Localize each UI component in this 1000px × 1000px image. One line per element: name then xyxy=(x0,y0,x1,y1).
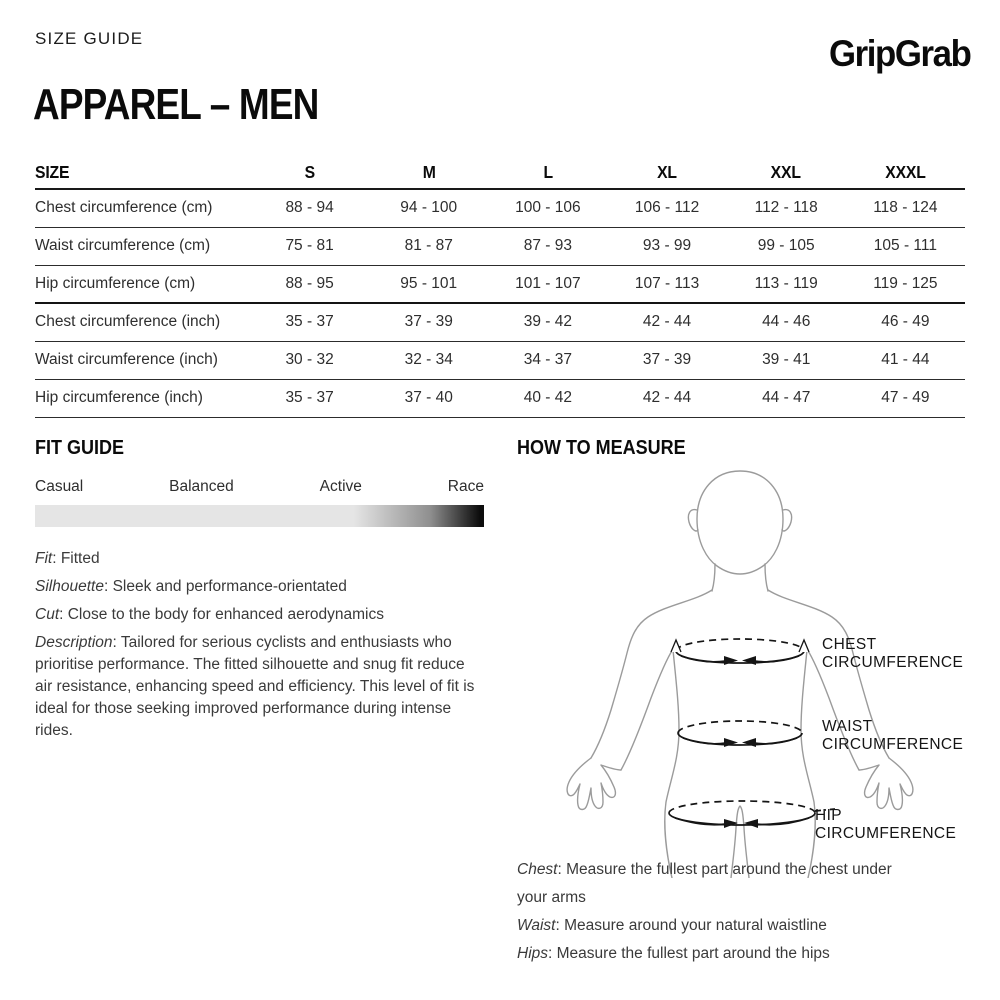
col-header-size: SIZE xyxy=(35,156,250,189)
fit-guide-section xyxy=(35,437,484,748)
size-guide-label: SIZE GUIDE xyxy=(35,29,144,48)
fit-scale-active: Active xyxy=(319,478,362,495)
left-shoulder-arm xyxy=(591,590,712,758)
row-label: Chest circumference (cm) xyxy=(35,199,213,217)
neck-right xyxy=(765,564,768,591)
measure-note-waist: Waist: Measure around your natural waistline xyxy=(517,917,827,934)
body-outline-figure xyxy=(567,471,913,878)
fit-scale-labels xyxy=(35,478,484,496)
measure-notes xyxy=(517,856,897,968)
gripgrab-logo: GripGrab xyxy=(828,33,970,74)
right-hand xyxy=(859,758,913,810)
fit-guide-heading: FIT GUIDE xyxy=(35,437,125,459)
svg-text:CIRCUMFERENCE: CIRCUMFERENCE xyxy=(815,825,957,842)
fit-scale-race: Race xyxy=(447,478,484,495)
measurement-markers xyxy=(669,639,835,828)
col-header-xxl: XXL xyxy=(727,156,846,189)
left-inner-arm xyxy=(621,649,673,770)
fit-scale-casual: Casual xyxy=(35,478,84,495)
table-header-row xyxy=(35,156,965,189)
measure-note-chest: Chest: Measure the fullest part around the chest under your arms xyxy=(517,861,892,906)
size-chart-table xyxy=(35,156,965,418)
chest-marker xyxy=(671,639,809,665)
waist-marker xyxy=(678,721,802,747)
row-label: Hip circumference (inch) xyxy=(35,379,250,417)
col-header-s: S xyxy=(250,156,369,189)
neck-left xyxy=(712,564,715,591)
fit-details xyxy=(35,548,484,742)
waist-label: WAIST xyxy=(822,718,873,735)
left-hand xyxy=(567,758,621,810)
table-row: Chest circumference (cm) 88 - 94 94 - 100 100 - 106 106 - 112 112 - 118 118 - 124 xyxy=(35,189,965,227)
torso-right xyxy=(801,650,815,878)
hip-label: HIP xyxy=(815,807,843,824)
row-label: Hip circumference (cm) xyxy=(35,265,250,303)
table-row: Hip circumference (inch) 35 - 37 37 - 40 40 - 42 42 - 44 44 - 47 47 - 49 xyxy=(35,379,965,417)
fit-detail-fit: Fit: Fitted xyxy=(35,550,100,567)
how-to-measure-heading: HOW TO MEASURE xyxy=(517,437,686,459)
table-row: Waist circumference (cm) 75 - 81 81 - 87 87 - 93 93 - 99 99 - 105 105 - 111 xyxy=(35,227,965,265)
head-outline xyxy=(697,471,783,574)
col-header-xxxl: XXXL xyxy=(846,156,965,189)
fit-detail-cut: Cut: Close to the body for enhanced aerodynamics xyxy=(35,606,384,623)
torso-left xyxy=(665,650,679,878)
hip-marker xyxy=(669,801,835,828)
col-header-m: M xyxy=(369,156,488,189)
row-label: Waist circumference (cm) xyxy=(35,227,250,265)
fit-detail-silhouette: Silhouette: Sleek and performance-orientated xyxy=(35,578,347,595)
row-label: Waist circumference (inch) xyxy=(35,341,250,379)
measure-note-hips: Hips: Measure the fullest part around the hips xyxy=(517,945,830,962)
fit-scale-balanced: Balanced xyxy=(169,478,234,495)
body-measurement-diagram xyxy=(545,458,985,878)
row-label: Chest circumference (inch) xyxy=(35,303,250,341)
table-row: Hip circumference (cm) 88 - 95 95 - 101 101 - 107 107 - 113 113 - 119 119 - 125 xyxy=(35,265,965,303)
page-title: APPAREL – MEN xyxy=(33,80,319,129)
fit-detail-description: Description: Tailored for serious cyclists and enthusiasts who prioritise performance. The fitted silhouette and snug fit reduce air resistance, enhancing speed and efficiency. This level of fit is ideal for those seeking improved performance during intense rides. xyxy=(35,634,475,739)
col-header-l: L xyxy=(488,156,607,189)
table-row: Waist circumference (inch) 30 - 32 32 - 34 34 - 37 37 - 39 39 - 41 41 - 44 xyxy=(35,341,965,379)
fit-gradient-bar xyxy=(35,505,484,527)
col-header-xl: XL xyxy=(607,156,726,189)
svg-text:CIRCUMFERENCE: CIRCUMFERENCE xyxy=(822,736,964,753)
chest-label: CHEST xyxy=(822,636,877,653)
diagram-labels xyxy=(815,636,963,842)
svg-text:CIRCUMFERENCE: CIRCUMFERENCE xyxy=(822,654,964,671)
table-row: Chest circumference (inch) 35 - 37 37 - 39 39 - 42 42 - 44 44 - 46 46 - 49 xyxy=(35,303,965,341)
